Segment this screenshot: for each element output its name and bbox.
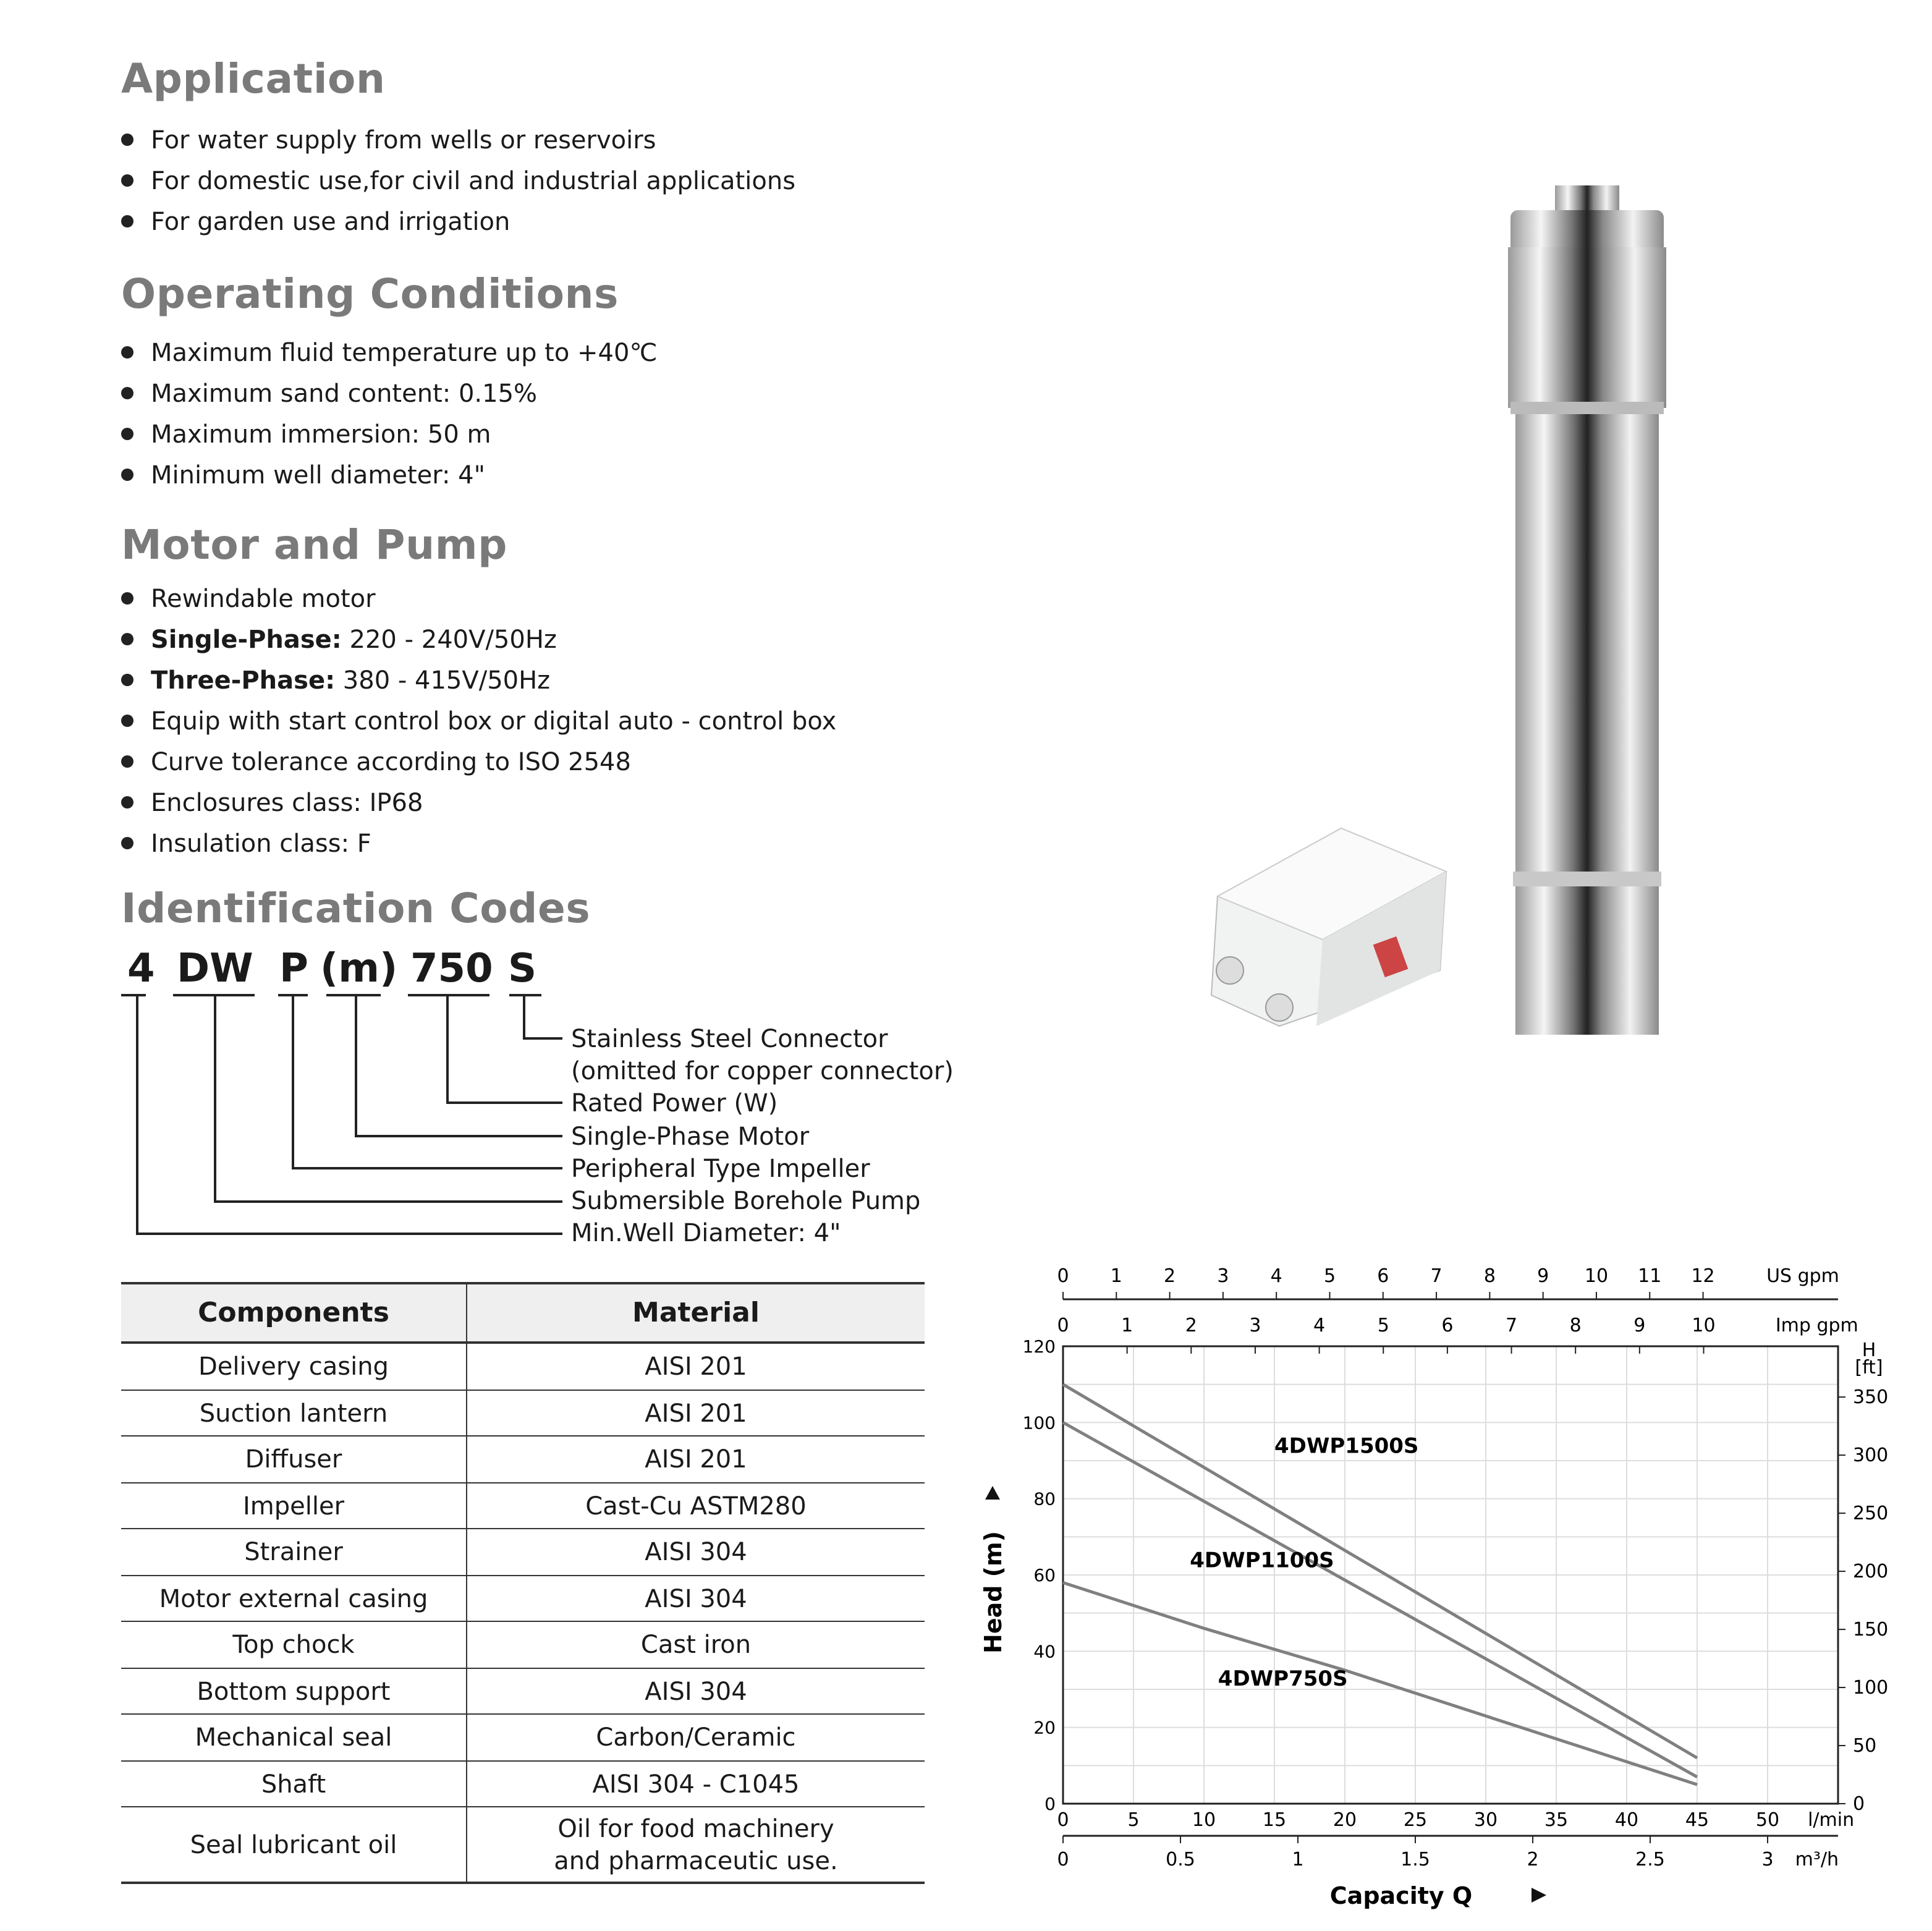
motor-item (121, 582, 836, 623)
table-row (121, 1807, 925, 1883)
operating-item (121, 377, 657, 418)
m3h-unit-label: m³/h (1795, 1849, 1839, 1870)
m3h-tick-label: 2 (1527, 1849, 1539, 1870)
item-text: Maximum fluid temperature up to +40℃ (151, 337, 658, 367)
x-tick-label: 45 (1685, 1809, 1710, 1831)
table-row (121, 1575, 925, 1621)
bullet-icon (121, 387, 133, 399)
bullet-icon (121, 592, 133, 605)
application-item (121, 124, 795, 164)
table-row (121, 1343, 925, 1390)
material-cell: AISI 304 (467, 1575, 925, 1621)
material-cell: AISI 201 (467, 1390, 925, 1436)
performance-chart (964, 1249, 1932, 1931)
operating-item (121, 336, 657, 377)
bullet-icon (121, 796, 133, 808)
us-gpm-tick-label: 10 (1584, 1265, 1609, 1287)
code-meaning: Submersible Borehole Pump (571, 1186, 921, 1215)
imp-gpm-tick-label: 1 (1121, 1315, 1133, 1336)
item-text: For garden use and irrigation (151, 206, 511, 236)
y-arrow-icon (985, 1486, 1000, 1500)
y2-tick-label: 100 (1853, 1677, 1889, 1699)
x-tick-label: 35 (1544, 1809, 1569, 1831)
item-text: For domestic use,for civil and industrial applications (151, 166, 796, 195)
item-text: 220 - 240V/50Hz (341, 624, 557, 654)
motor-item (121, 827, 836, 868)
us-gpm-tick-label: 4 (1270, 1265, 1282, 1287)
us-gpm-tick-label: 12 (1691, 1265, 1715, 1287)
motor-heading: Motor and Pump (121, 520, 507, 569)
y-tick-label: 20 (1033, 1717, 1056, 1738)
code-part: S (508, 944, 537, 991)
y2-axis-label: [ft] (1855, 1357, 1883, 1378)
ident-heading: Identification Codes (121, 884, 591, 932)
component-cell: Top chock (121, 1621, 467, 1668)
bullet-icon (121, 134, 133, 146)
us-gpm-tick-label: 7 (1430, 1265, 1443, 1287)
bullet-icon (121, 346, 133, 359)
imp-gpm-tick-label: 2 (1185, 1315, 1197, 1336)
component-cell: Seal lubricant oil (121, 1807, 467, 1883)
us-gpm-tick-label: 1 (1110, 1265, 1122, 1287)
y2-tick-label: 50 (1853, 1735, 1877, 1757)
application-heading: Application (121, 54, 386, 103)
material-cell: AISI 304 - C1045 (467, 1760, 925, 1807)
bullet-icon (121, 428, 133, 440)
code-meaning: Rated Power (W) (571, 1088, 778, 1118)
us-gpm-tick-label: 9 (1537, 1265, 1549, 1287)
m3h-tick-label: 2.5 (1635, 1849, 1665, 1870)
y-tick-label: 0 (1044, 1794, 1056, 1814)
code-meaning: Stainless Steel Connector (571, 1024, 888, 1053)
table-row (121, 1714, 925, 1760)
y-tick-label: 120 (1022, 1336, 1056, 1357)
us-gpm-tick-label: 11 (1638, 1265, 1662, 1287)
component-cell: Suction lantern (121, 1390, 467, 1436)
material-cell (467, 1807, 925, 1883)
pump-image (1508, 185, 1666, 1038)
bullet-icon (121, 469, 133, 481)
bullet-icon (121, 715, 133, 727)
imp-gpm-tick-label: 8 (1569, 1315, 1582, 1336)
component-cell: Delivery casing (121, 1343, 467, 1390)
table-row (121, 1668, 925, 1714)
imp-gpm-tick-label: 5 (1377, 1315, 1389, 1336)
component-cell: Impeller (121, 1482, 467, 1529)
imp-gpm-tick-label: 0 (1057, 1315, 1069, 1336)
us-gpm-tick-label: 3 (1217, 1265, 1229, 1287)
item-text: Enclosures class: IP68 (151, 787, 423, 817)
item-text: Insulation class: F (151, 828, 371, 858)
code-meaning: Peripheral Type Impeller (571, 1153, 870, 1183)
series-line (1063, 1422, 1697, 1777)
operating-list (121, 336, 657, 499)
x-tick-label: 15 (1262, 1809, 1287, 1831)
table-row (121, 1482, 925, 1529)
material-cell: AISI 201 (467, 1343, 925, 1390)
component-cell: Shaft (121, 1760, 467, 1807)
application-list (121, 124, 795, 246)
code-part: 750 (410, 944, 493, 991)
imp-gpm-tick-label: 10 (1692, 1315, 1716, 1336)
table-row (121, 1529, 925, 1575)
component-cell: Bottom support (121, 1668, 467, 1714)
component-cell: Motor external casing (121, 1575, 467, 1621)
x-unit-label: l/min (1808, 1809, 1855, 1831)
bullet-icon (121, 755, 133, 768)
material-cell: Cast-Cu ASTM280 (467, 1482, 925, 1529)
y2-tick-label: 350 (1853, 1386, 1889, 1409)
m3h-tick-label: 0.5 (1166, 1849, 1195, 1870)
y2-axis-label: H (1862, 1339, 1876, 1361)
item-text: Rewindable motor (151, 584, 376, 613)
y-tick-label: 40 (1033, 1641, 1056, 1662)
m3h-tick-label: 0 (1057, 1849, 1069, 1870)
material-line: and pharmaceutic use. (554, 1846, 838, 1875)
component-cell: Strainer (121, 1529, 467, 1575)
imp-gpm-tick-label: 9 (1633, 1315, 1646, 1336)
x-tick-label: 20 (1332, 1809, 1357, 1831)
table-row (121, 1621, 925, 1668)
item-text: Maximum sand content: 0.15% (151, 378, 538, 408)
bullet-icon (121, 674, 133, 686)
x-tick-label: 0 (1057, 1809, 1069, 1831)
code-meaning: (omitted for copper connector) (571, 1056, 954, 1085)
material-cell: AISI 304 (467, 1668, 925, 1714)
motor-item (121, 623, 836, 664)
column-header: Material (467, 1283, 925, 1343)
code-part: P (279, 944, 308, 991)
y2-tick-label: 250 (1853, 1503, 1889, 1525)
y2-tick-label: 200 (1853, 1561, 1889, 1583)
application-item (121, 164, 795, 205)
material-cell: AISI 304 (467, 1529, 925, 1575)
code-meaning: Single-Phase Motor (571, 1121, 810, 1151)
y2-tick-label: 300 (1853, 1445, 1889, 1467)
bullet-icon (121, 633, 133, 645)
motor-list (121, 582, 836, 868)
y-tick-label: 80 (1033, 1488, 1056, 1509)
item-text: Minimum well diameter: 4" (151, 460, 486, 490)
component-cell: Diffuser (121, 1436, 467, 1482)
y-axis-title: Head (m) (980, 1531, 1007, 1653)
imp-gpm-tick-label: 7 (1505, 1315, 1518, 1336)
item-label: Single-Phase: (151, 624, 342, 654)
table-row (121, 1390, 925, 1436)
us-gpm-tick-label: 8 (1483, 1265, 1496, 1287)
material-cell: Cast iron (467, 1621, 925, 1668)
x-tick-label: 5 (1127, 1809, 1140, 1831)
table-row (121, 1760, 925, 1807)
code-part: (m) (320, 944, 398, 991)
bullet-icon (121, 174, 133, 187)
material-line: Oil for food machinery (557, 1814, 834, 1843)
m3h-tick-label: 3 (1761, 1849, 1774, 1870)
bullet-icon (121, 837, 133, 849)
x-tick-label: 30 (1473, 1809, 1498, 1831)
series-label: 4DWP750S (1218, 1666, 1348, 1691)
item-text: For water supply from wells or reservoirs (151, 125, 656, 155)
m3h-tick-label: 1 (1292, 1849, 1304, 1870)
motor-item (121, 705, 836, 745)
code-part: 4 (127, 944, 155, 991)
x-tick-label: 40 (1614, 1809, 1639, 1831)
us-gpm-tick-label: 0 (1057, 1265, 1069, 1287)
series-label: 4DWP1100S (1190, 1548, 1334, 1573)
item-text: Equip with start control box or digital auto - control box (151, 706, 837, 736)
item-text: Curve tolerance according to ISO 2548 (151, 747, 631, 776)
us-gpm-tick-label: 6 (1377, 1265, 1389, 1287)
motor-item (121, 745, 836, 786)
imp-gpm-tick-label: 6 (1441, 1315, 1454, 1336)
components-table (121, 1282, 925, 1884)
component-cell: Mechanical seal (121, 1714, 467, 1760)
material-cell: AISI 201 (467, 1436, 925, 1482)
x-tick-label: 10 (1192, 1809, 1216, 1831)
item-label: Three-Phase: (151, 665, 336, 695)
imp-gpm-unit-label: Imp gpm (1775, 1315, 1858, 1336)
motor-item (121, 786, 836, 827)
y-tick-label: 60 (1033, 1565, 1056, 1585)
x-tick-label: 25 (1403, 1809, 1428, 1831)
operating-heading: Operating Conditions (121, 269, 619, 318)
series-label: 4DWP1500S (1274, 1433, 1419, 1459)
x-axis-title: Capacity Q (1329, 1882, 1473, 1909)
us-gpm-tick-label: 5 (1323, 1265, 1336, 1287)
us-gpm-tick-label: 2 (1164, 1265, 1176, 1287)
table-row (121, 1436, 925, 1482)
code-meaning: Min.Well Diameter: 4" (571, 1218, 841, 1247)
x-tick-label: 50 (1755, 1809, 1780, 1831)
y2-tick-label: 0 (1853, 1793, 1865, 1815)
us-gpm-unit-label: US gpm (1766, 1265, 1839, 1287)
y-tick-label: 100 (1022, 1412, 1056, 1433)
application-item (121, 205, 795, 246)
y2-tick-label: 150 (1853, 1619, 1889, 1641)
item-text: Maximum immersion: 50 m (151, 419, 491, 449)
x-arrow-icon (1532, 1888, 1546, 1903)
motor-item (121, 664, 836, 705)
code-part: DW (177, 944, 253, 991)
item-text: 380 - 415V/50Hz (335, 665, 551, 695)
column-header: Components (121, 1283, 467, 1343)
bullet-icon (121, 215, 133, 227)
operating-item (121, 459, 657, 499)
control-box-image (1205, 822, 1452, 1032)
imp-gpm-tick-label: 4 (1313, 1315, 1326, 1336)
material-cell: Carbon/Ceramic (467, 1714, 925, 1760)
imp-gpm-tick-label: 3 (1249, 1315, 1261, 1336)
m3h-tick-label: 1.5 (1400, 1849, 1430, 1870)
operating-item (121, 418, 657, 459)
